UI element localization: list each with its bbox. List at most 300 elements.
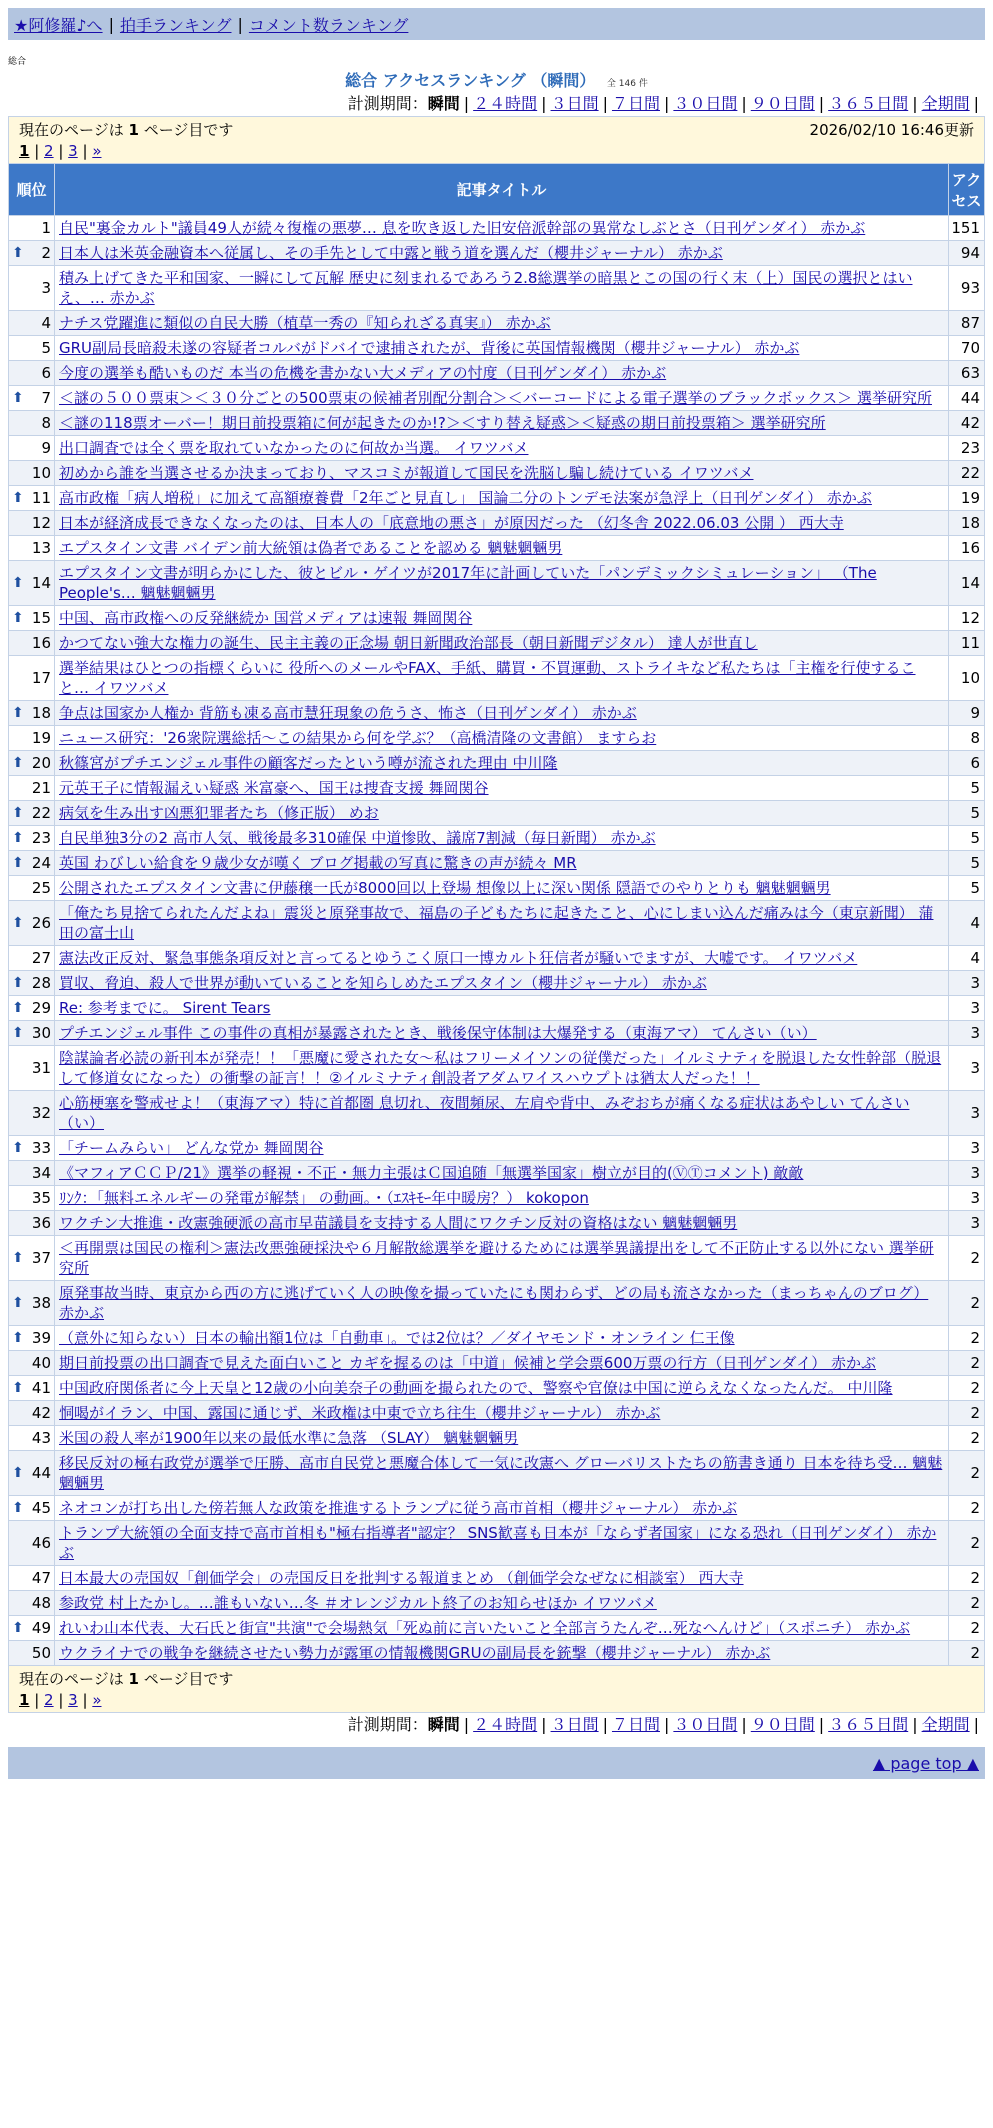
- page-separator: |: [53, 142, 69, 160]
- article-link[interactable]: 《マフィアＣＣＰ/21》選挙の軽視・不正・無力主張はＣ国追随「無選挙国家」樹立が目的(ⓋⓉコメント) 敵敵: [59, 1164, 804, 1182]
- rank-number: 39: [31, 1329, 51, 1347]
- rank-cell: [9, 1496, 55, 1521]
- article-link[interactable]: トランプ大統領の全面支持で高市首相も"極右指導者"認定？ SNS歓喜も日本が「ならず者国家」になる恐れ（日刊ゲンダイ） 赤かぶ: [59, 1524, 937, 1562]
- pagination: [19, 1690, 974, 1710]
- table-row: [9, 1236, 985, 1281]
- table-row: [9, 1046, 985, 1091]
- title-cell: [55, 461, 949, 486]
- rank-number: 2: [41, 244, 51, 262]
- title-cell: [55, 436, 949, 461]
- article-link[interactable]: 中国、高市政権への反発継続か 国営メディアは速報 舞岡関谷: [59, 609, 473, 627]
- table-row: [9, 946, 985, 971]
- current-page-suffix: ページ目です: [138, 121, 234, 139]
- article-link[interactable]: 秋篠宮がプチエンジェル事件の顧客だったという噂が流された理由 中川隆: [59, 754, 558, 772]
- period-separator: |: [602, 94, 608, 113]
- access-count: 22: [949, 461, 985, 486]
- access-count: 2: [949, 1281, 985, 1326]
- title-cell: [55, 241, 949, 266]
- period-link[interactable]: ２４時間: [473, 1715, 538, 1734]
- rank-cell: [9, 1426, 55, 1451]
- rank-up-arrow-icon: ⬆: [12, 1620, 24, 1636]
- article-link[interactable]: 「俺たち見捨てられたんだよね」震災と原発事故で、福島の子どもたちに起きたこと、心にしまい込んだ痛みは今（東京新聞） 蒲田の富士山: [59, 904, 934, 942]
- article-link[interactable]: 恫喝がイラン、中国、露国に通じず、米政権は中東で立ち往生（櫻井ジャーナル） 赤かぶ: [59, 1404, 661, 1422]
- total-count: 全 146 件: [606, 79, 648, 89]
- rank-number: 25: [31, 879, 51, 897]
- title-cell: [55, 726, 949, 751]
- rank-number: 9: [41, 439, 51, 457]
- period-current: 瞬間: [427, 94, 460, 113]
- article-link[interactable]: 病気を生み出す凶悪犯罪者たち（修正版） めお: [59, 804, 379, 822]
- rank-number: 29: [31, 999, 51, 1017]
- rank-up-arrow-icon: ⬆: [12, 490, 24, 506]
- article-link[interactable]: ＜謎の118票オーバー！期日前投票箱に何が起きたのか!?＞＜すり替え疑惑＞＜疑惑の期日前投票箱＞ 選挙研究所: [59, 414, 826, 432]
- access-count: 2: [949, 1376, 985, 1401]
- access-count: 8: [949, 726, 985, 751]
- title-cell: [55, 971, 949, 996]
- rank-up-arrow-icon: ⬆: [12, 575, 24, 591]
- table-row: [9, 656, 985, 701]
- article-link[interactable]: Re: 参考までに。 Sirent Tears: [59, 999, 271, 1017]
- rank-number: 34: [31, 1164, 51, 1182]
- article-link[interactable]: 公開されたエプスタイン文書に伊藤穣一氏が8000回以上登場 想像以上に深い関係 隠語でのやりとりも 魑魅魍魎男: [59, 879, 831, 897]
- period-link[interactable]: ９０日間: [750, 94, 815, 113]
- table-row: [9, 776, 985, 801]
- title-cell: [55, 1351, 949, 1376]
- title-cell: [55, 266, 949, 311]
- access-count: 9: [949, 701, 985, 726]
- rank-cell: [9, 996, 55, 1021]
- rank-cell: [9, 311, 55, 336]
- period-separator: |: [818, 94, 825, 113]
- access-count: 5: [949, 826, 985, 851]
- title-cell: [55, 536, 949, 561]
- rank-cell: [9, 776, 55, 801]
- rank-cell: [9, 436, 55, 461]
- rank-cell: [9, 726, 55, 751]
- title-cell: [55, 1211, 949, 1236]
- period-link[interactable]: ７日間: [611, 94, 660, 113]
- col-count-header: アクセス: [949, 164, 985, 216]
- rank-cell: [9, 536, 55, 561]
- article-link[interactable]: 初めから誰を当選させるか決まっており、マスコミが報道して国民を洗脳し騙し続けている イワツバメ: [59, 464, 754, 482]
- next-page-link[interactable]: »: [92, 142, 102, 160]
- article-link[interactable]: ナチス党躍進に類似の自民大勝（植草一秀の『知られざる真実』） 赤かぶ: [59, 314, 551, 332]
- article-link[interactable]: れいわ山本代表、大石氏と街宣"共演"で会場熱気「死ぬ前に言いたいこと全部言うたんぞ…死なへんけど」（スポニチ） 赤かぶ: [59, 1619, 911, 1637]
- title-cell: [55, 1046, 949, 1091]
- nav-separator: |: [237, 14, 243, 34]
- rank-number: 32: [31, 1104, 51, 1122]
- rank-cell: [9, 361, 55, 386]
- table-row: [9, 631, 985, 656]
- article-link[interactable]: エプスタイン文書が明らかにした、彼とビル・ゲイツが2017年に計画していた「パンデミックシミュレーション」 （The People's… 魑魅魍魎男: [59, 564, 877, 602]
- period-link[interactable]: ７日間: [611, 1715, 660, 1734]
- rank-number: 47: [31, 1569, 51, 1587]
- rank-up-arrow-icon: ⬆: [12, 1250, 24, 1266]
- article-link[interactable]: ウクライナでの戦争を継続させたい勢力が露軍の情報機関GRUの副局長を銃撃（櫻井ジャーナル） 赤かぶ: [59, 1644, 771, 1662]
- period-link[interactable]: ３６５日間: [828, 1715, 909, 1734]
- page-current: 1: [19, 142, 30, 160]
- title-cell: [55, 1281, 949, 1326]
- article-link[interactable]: 参政党 村上たかし。…誰もいない…冬 ＃オレンジカルト終了のお知らせほか イワツバメ: [59, 1594, 657, 1612]
- rank-cell: [9, 701, 55, 726]
- table-row: [9, 1351, 985, 1376]
- rank-cell: [9, 486, 55, 511]
- table-row: [9, 486, 985, 511]
- table-row: [9, 606, 985, 631]
- page-link[interactable]: 3: [68, 142, 78, 160]
- comment-ranking-link[interactable]: コメント数ランキング: [248, 15, 409, 35]
- page-separator: |: [53, 1691, 69, 1709]
- table-row: [9, 851, 985, 876]
- table-row: [9, 311, 985, 336]
- top-nav: [8, 8, 985, 40]
- table-row: [9, 1281, 985, 1326]
- rank-number: 19: [31, 729, 51, 747]
- rank-number: 33: [31, 1139, 51, 1157]
- table-row: [9, 751, 985, 776]
- access-count: 2: [949, 1236, 985, 1281]
- table-header: [9, 164, 985, 216]
- access-count: 5: [949, 801, 985, 826]
- title-cell: [55, 946, 949, 971]
- rank-number: 8: [41, 414, 51, 432]
- access-count: 63: [949, 361, 985, 386]
- title-cell: [55, 776, 949, 801]
- table-row: [9, 1641, 985, 1666]
- rank-number: 28: [31, 974, 51, 992]
- title-cell: [55, 361, 949, 386]
- period-link[interactable]: ３６５日間: [828, 94, 909, 113]
- table-row: [9, 1591, 985, 1616]
- access-count: 3: [949, 1186, 985, 1211]
- rank-cell: [9, 461, 55, 486]
- table-row: [9, 386, 985, 411]
- rank-up-arrow-icon: ⬆: [12, 610, 24, 626]
- article-link[interactable]: 日本が経済成長できなくなったのは、日本人の「底意地の悪さ」が原因だった （幻冬舎 2022.06.03 公開 ） 西大寺: [59, 514, 844, 532]
- title-cell: [55, 1091, 949, 1136]
- page-link[interactable]: 3: [68, 1691, 78, 1709]
- rank-number: 36: [31, 1214, 51, 1232]
- rank-cell: [9, 1046, 55, 1091]
- article-link[interactable]: 今度の選挙も酷いものだ 本当の危機を書かない大メディアの忖度（日刊ゲンダイ） 赤かぶ: [59, 364, 667, 382]
- access-count: 3: [949, 971, 985, 996]
- pagination: [19, 141, 974, 161]
- access-count: 87: [949, 311, 985, 336]
- rank-number: 30: [31, 1024, 51, 1042]
- rank-cell: [9, 1566, 55, 1591]
- period-separator: |: [973, 1715, 979, 1734]
- ranking-table: [8, 116, 985, 1713]
- rank-up-arrow-icon: ⬆: [12, 915, 24, 931]
- rank-number: 41: [31, 1379, 51, 1397]
- access-count: 44: [949, 386, 985, 411]
- rank-cell: [9, 1351, 55, 1376]
- access-count: 3: [949, 996, 985, 1021]
- table-row: [9, 1091, 985, 1136]
- rank-up-arrow-icon: ⬆: [12, 830, 24, 846]
- rank-number: 31: [31, 1059, 51, 1077]
- table-row: [9, 1451, 985, 1496]
- period-separator: |: [818, 1715, 825, 1734]
- next-page-link[interactable]: »: [92, 1691, 102, 1709]
- title-cell: [55, 1021, 949, 1046]
- rank-number: 43: [31, 1429, 51, 1447]
- article-link[interactable]: 元英王子に情報漏えい疑惑 米富豪へ、国王は捜査支援 舞岡関谷: [59, 779, 489, 797]
- table-row: [9, 971, 985, 996]
- home-link[interactable]: ★阿修羅♪へ: [14, 15, 103, 35]
- access-count: 3: [949, 1211, 985, 1236]
- title-cell: [55, 1451, 949, 1496]
- page-title-text: 総合 アクセスランキング （瞬間）: [345, 71, 596, 90]
- page-info-line: [19, 119, 974, 141]
- rank-number: 1: [41, 219, 51, 237]
- rank-number: 16: [31, 634, 51, 652]
- access-count: 12: [949, 606, 985, 631]
- current-page-number: 1: [128, 121, 139, 139]
- access-count: 2: [949, 1351, 985, 1376]
- rank-cell: [9, 1136, 55, 1161]
- title-cell: [55, 411, 949, 436]
- rank-number: 40: [31, 1354, 51, 1372]
- page-title: [8, 70, 985, 92]
- access-count: 2: [949, 1401, 985, 1426]
- rank-number: 45: [31, 1499, 51, 1517]
- rank-up-arrow-icon: ⬆: [12, 855, 24, 871]
- period-link[interactable]: ３日間: [550, 1715, 599, 1734]
- table-row: [9, 1426, 985, 1451]
- access-count: 6: [949, 751, 985, 776]
- access-count: 2: [949, 1426, 985, 1451]
- rank-cell: [9, 336, 55, 361]
- rank-cell: [9, 1326, 55, 1351]
- article-link[interactable]: （意外に知らない）日本の輸出額1位は「自動車」。では2位は？／ダイヤモンド・オンライン 仁王像: [59, 1329, 735, 1347]
- table-row: [9, 726, 985, 751]
- rank-number: 10: [31, 464, 51, 482]
- article-link[interactable]: 選挙結果はひとつの指標くらいに 役所へのメールやFAX、手紙、購買・不買運動、ストライキなど私たちは「主権を行使すること… イワツバメ: [59, 659, 916, 697]
- rank-up-arrow-icon: ⬆: [12, 1140, 24, 1156]
- article-link[interactable]: エプスタイン文書 バイデン前大統領は偽者であることを認める 魑魅魍魎男: [59, 539, 563, 557]
- article-link[interactable]: 高市政権「病人増税」に加えて高額療養費「2年ごと見直し」 国論二分のトンデモ法案が急浮上（日刊ゲンダイ） 赤かぶ: [59, 489, 872, 507]
- period-link[interactable]: ３０日間: [673, 94, 738, 113]
- period-separator: |: [463, 1715, 470, 1734]
- period-selector: [8, 92, 985, 116]
- article-link[interactable]: ＜謎の５００票束＞＜３０分ごとの500票束の候補者別配分割合＞＜バーコードによる電子選挙のブラックボックス＞ 選挙研究所: [59, 389, 932, 407]
- title-cell: [55, 701, 949, 726]
- table-row: [9, 361, 985, 386]
- article-link[interactable]: 争点は国家か人権か 背筋も凍る高市慧狂現象の危うさ、怖さ（日刊ゲンダイ） 赤かぶ: [59, 704, 637, 722]
- article-link[interactable]: 原発事故当時、東京から西の方に逃げていく人の映像を撮っていたにも関わらず、どの局も流さなかった（まっちゃんのブログ） 赤かぶ: [59, 1284, 929, 1322]
- rank-number: 6: [41, 364, 51, 382]
- rank-number: 46: [31, 1534, 51, 1552]
- period-link[interactable]: ３日間: [550, 94, 599, 113]
- current-page-number: 1: [128, 1670, 139, 1688]
- access-count: 5: [949, 776, 985, 801]
- table-row: [9, 461, 985, 486]
- title-cell: [55, 851, 949, 876]
- rank-up-arrow-icon: ⬆: [12, 1025, 24, 1041]
- article-link[interactable]: 自民単独3分の2 高市人気、戦後最多310確保 中道惨敗、議席7割減（毎日新聞） 赤かぶ: [59, 829, 656, 847]
- rank-up-arrow-icon: ⬆: [12, 1295, 24, 1311]
- rank-number: 4: [41, 314, 51, 332]
- rank-number: 18: [31, 704, 51, 722]
- rank-cell: [9, 1521, 55, 1566]
- period-label: 計測期間：: [347, 1715, 428, 1734]
- rank-cell: [9, 946, 55, 971]
- article-link[interactable]: 買収、脅迫、殺人で世界が動いていることを知らしめたエプスタイン（櫻井ジャーナル） 赤かぶ: [59, 974, 707, 992]
- title-cell: [55, 336, 949, 361]
- title-cell: [55, 1136, 949, 1161]
- period-link[interactable]: ２４時間: [473, 94, 538, 113]
- rank-number: 42: [31, 1404, 51, 1422]
- article-link[interactable]: 憲法改正反対、緊急事態条項反対と言ってるとゆうこく原口一博カルト狂信者が騒いでますが、大嘘です。 イワツバメ: [59, 949, 858, 967]
- table-row: [9, 241, 985, 266]
- title-cell: [55, 1236, 949, 1281]
- table-row: [9, 216, 985, 241]
- title-cell: [55, 1161, 949, 1186]
- rank-number: 3: [41, 279, 51, 297]
- page-current: 1: [19, 1691, 30, 1709]
- page-separator: |: [77, 1691, 93, 1709]
- table-row: [9, 536, 985, 561]
- rank-cell: [9, 561, 55, 606]
- title-cell: [55, 1496, 949, 1521]
- title-cell: [55, 561, 949, 606]
- page-separator: |: [29, 142, 45, 160]
- access-count: 2: [949, 1496, 985, 1521]
- rank-cell: [9, 1091, 55, 1136]
- rank-cell: [9, 1186, 55, 1211]
- article-link[interactable]: 心筋梗塞を警戒せよ！（東海アマ）特に首都圏 息切れ、夜間頻尿、左肩や背中、みぞおちが痛くなる症状はあやしい てんさい（い）: [59, 1094, 910, 1132]
- access-count: 2: [949, 1616, 985, 1641]
- rank-cell: [9, 386, 55, 411]
- table-row: [9, 1326, 985, 1351]
- current-page-prefix: 現在のページは: [19, 121, 129, 139]
- rank-number: 13: [31, 539, 51, 557]
- article-link[interactable]: 出口調査では全く票を取れていなかったのに何故か当選。 イワツバメ: [59, 439, 529, 457]
- applause-ranking-link[interactable]: 拍手ランキング: [119, 15, 232, 35]
- period-link[interactable]: 全期間: [921, 1715, 970, 1734]
- access-count: 14: [949, 561, 985, 606]
- access-count: 3: [949, 1161, 985, 1186]
- article-link[interactable]: 日本最大の売国奴「創価学会」の売国反日を批判する報道まとめ （創価学会なぜなに相談室） 西大寺: [59, 1569, 744, 1587]
- page-link[interactable]: 2: [44, 1691, 54, 1709]
- rank-number: 23: [31, 829, 51, 847]
- rank-cell: [9, 631, 55, 656]
- title-cell: [55, 311, 949, 336]
- nav-separator: |: [108, 14, 114, 34]
- period-separator: |: [541, 94, 547, 113]
- table-row: [9, 876, 985, 901]
- article-link[interactable]: 日本人は米英金融資本へ従属し、その手先として中露と戦う道を選んだ（櫻井ジャーナル） 赤かぶ: [59, 244, 723, 262]
- access-count: 3: [949, 1091, 985, 1136]
- article-link[interactable]: 中国政府関係者に今上天皇と12歳の小向美奈子の動画を撮られたので、警察や官僚は中国に逆らえなくなったんだ。 中川隆: [59, 1379, 893, 1397]
- title-cell: [55, 606, 949, 631]
- access-count: 2: [949, 1326, 985, 1351]
- article-link[interactable]: ネオコンが打ち出した傍若無人な政策を推進するトランプに従う高市首相（櫻井ジャーナル） 赤かぶ: [59, 1499, 738, 1517]
- title-cell: [55, 1591, 949, 1616]
- table-row: [9, 266, 985, 311]
- period-separator: |: [912, 1715, 918, 1734]
- current-page-suffix: ページ目です: [138, 1670, 234, 1688]
- article-link[interactable]: 「チームみらい」 どんな党か 舞岡関谷: [59, 1139, 324, 1157]
- article-link[interactable]: プチエンジェル事件 この事件の真相が暴露されたとき、戦後保守体制は大爆発する（東海アマ） てんさい（い）: [59, 1024, 817, 1042]
- article-link[interactable]: ＜再開票は国民の権利＞憲法改悪強硬採決や６月解散総選挙を避けるためには選挙異議提出をして不正防止する以外にない 選挙研究所: [59, 1239, 934, 1277]
- period-separator: |: [973, 94, 979, 113]
- rank-up-arrow-icon: ⬆: [12, 1465, 24, 1481]
- period-selector-bottom: [8, 1713, 985, 1737]
- period-link[interactable]: 全期間: [921, 94, 970, 113]
- col-title-header: 記事タイトル: [55, 164, 949, 216]
- rank-up-arrow-icon: ⬆: [12, 1000, 24, 1016]
- article-link[interactable]: 米国の殺人率が1900年以来の最低水準に急落 （SLAY） 魑魅魍魎男: [59, 1429, 519, 1447]
- article-link[interactable]: 積み上げてきた平和国家、一瞬にして瓦解 歴史に刻まれるであろう2.8総選挙の暗黒とこの国の行く末（上）国民の選択とはいえ、… 赤かぶ: [59, 269, 913, 307]
- rank-number: 7: [41, 389, 51, 407]
- period-link[interactable]: ３０日間: [673, 1715, 738, 1734]
- table-row: [9, 1021, 985, 1046]
- rank-up-arrow-icon: ⬆: [12, 805, 24, 821]
- access-count: 4: [949, 946, 985, 971]
- page-link[interactable]: 2: [44, 142, 54, 160]
- title-cell: [55, 996, 949, 1021]
- article-link[interactable]: 英国 わびしい給食を９歳少女が嘆く ブログ掲載の写真に驚きの声が続々 MR: [59, 854, 577, 872]
- article-link[interactable]: 自民"裏金カルト"議員49人が続々復権の悪夢… 息を吹き返した旧安倍派幹部の異常なしぶとさ（日刊ゲンダイ） 赤かぶ: [59, 219, 866, 237]
- period-separator: |: [463, 94, 470, 113]
- access-count: 5: [949, 876, 985, 901]
- current-page-text: [19, 119, 233, 141]
- article-link[interactable]: 陰謀論者必読の新刊本が発売！！「悪魔に愛された女～私はフリーメイソンの従僕だった」イルミナティを脱退した女性幹部（脱退して修道女になった）の衝撃の証言！！②イルミナティ創設者アダムワイスハウプトは猶太人だった！！: [59, 1049, 942, 1087]
- article-link[interactable]: GRU副局長暗殺未遂の容疑者コルバがドバイで逮捕されたが、背後に英国情報機関（櫻井ジャーナル） 赤かぶ: [59, 339, 800, 357]
- current-page-text: [19, 1668, 233, 1690]
- table-row: [9, 561, 985, 606]
- breadcrumb: 総合: [8, 57, 27, 67]
- rank-number: 49: [31, 1619, 51, 1637]
- rank-cell: [9, 266, 55, 311]
- title-cell: [55, 826, 949, 851]
- access-count: 2: [949, 1521, 985, 1566]
- rank-up-arrow-icon: ⬆: [12, 245, 24, 261]
- page-top-link[interactable]: ▲ page top ▲: [872, 1753, 979, 1773]
- rank-cell: [9, 1281, 55, 1326]
- table-row: [9, 1401, 985, 1426]
- article-link[interactable]: かつてない強大な権力の誕生、民主主義の正念場 朝日新聞政治部長（朝日新聞デジタル） 達人が世直し: [59, 634, 758, 652]
- access-count: 11: [949, 631, 985, 656]
- page-info-row-bottom: [9, 1666, 985, 1713]
- article-link[interactable]: ﾘﾝｸ：「無料エネルギーの発電が解禁」 の動画。・（ｴｽｷﾓｰ年中暖房？） kokopon: [59, 1189, 589, 1207]
- rank-number: 35: [31, 1189, 51, 1207]
- access-count: 3: [949, 1136, 985, 1161]
- table-row: [9, 511, 985, 536]
- period-link[interactable]: ９０日間: [750, 1715, 815, 1734]
- rank-cell: [9, 216, 55, 241]
- table-row: [9, 1496, 985, 1521]
- title-cell: [55, 801, 949, 826]
- title-cell: [55, 631, 949, 656]
- rank-cell: [9, 606, 55, 631]
- period-separator: |: [602, 1715, 608, 1734]
- rank-up-arrow-icon: ⬆: [12, 1380, 24, 1396]
- article-link[interactable]: 期日前投票の出口調査で見えた面白いこと カギを握るのは「中道」候補と学会票600万票の行方（日刊ゲンダイ） 赤かぶ: [59, 1354, 876, 1372]
- article-link[interactable]: 移民反対の極右政党が選挙で圧勝、高市自民党と悪魔合体して一気に改憲へ グローバリストたちの筋書き通り 日本を待ち受… 魑魅魍魎男: [59, 1454, 943, 1492]
- article-link[interactable]: ワクチン大推進・改憲強硬派の高市早苗議員を支持する人間にワクチン反対の資格はない 魑魅魍魎男: [59, 1214, 738, 1232]
- rank-cell: [9, 1401, 55, 1426]
- rank-cell: [9, 801, 55, 826]
- rank-number: 15: [31, 609, 51, 627]
- rank-up-arrow-icon: ⬆: [12, 755, 24, 771]
- table-row: [9, 901, 985, 946]
- table-row: [9, 996, 985, 1021]
- article-link[interactable]: ニュース研究：'26衆院選総括～この結果から何を学ぶ？（高橋清隆の文書館） ますらお: [59, 729, 657, 747]
- table-row: [9, 436, 985, 461]
